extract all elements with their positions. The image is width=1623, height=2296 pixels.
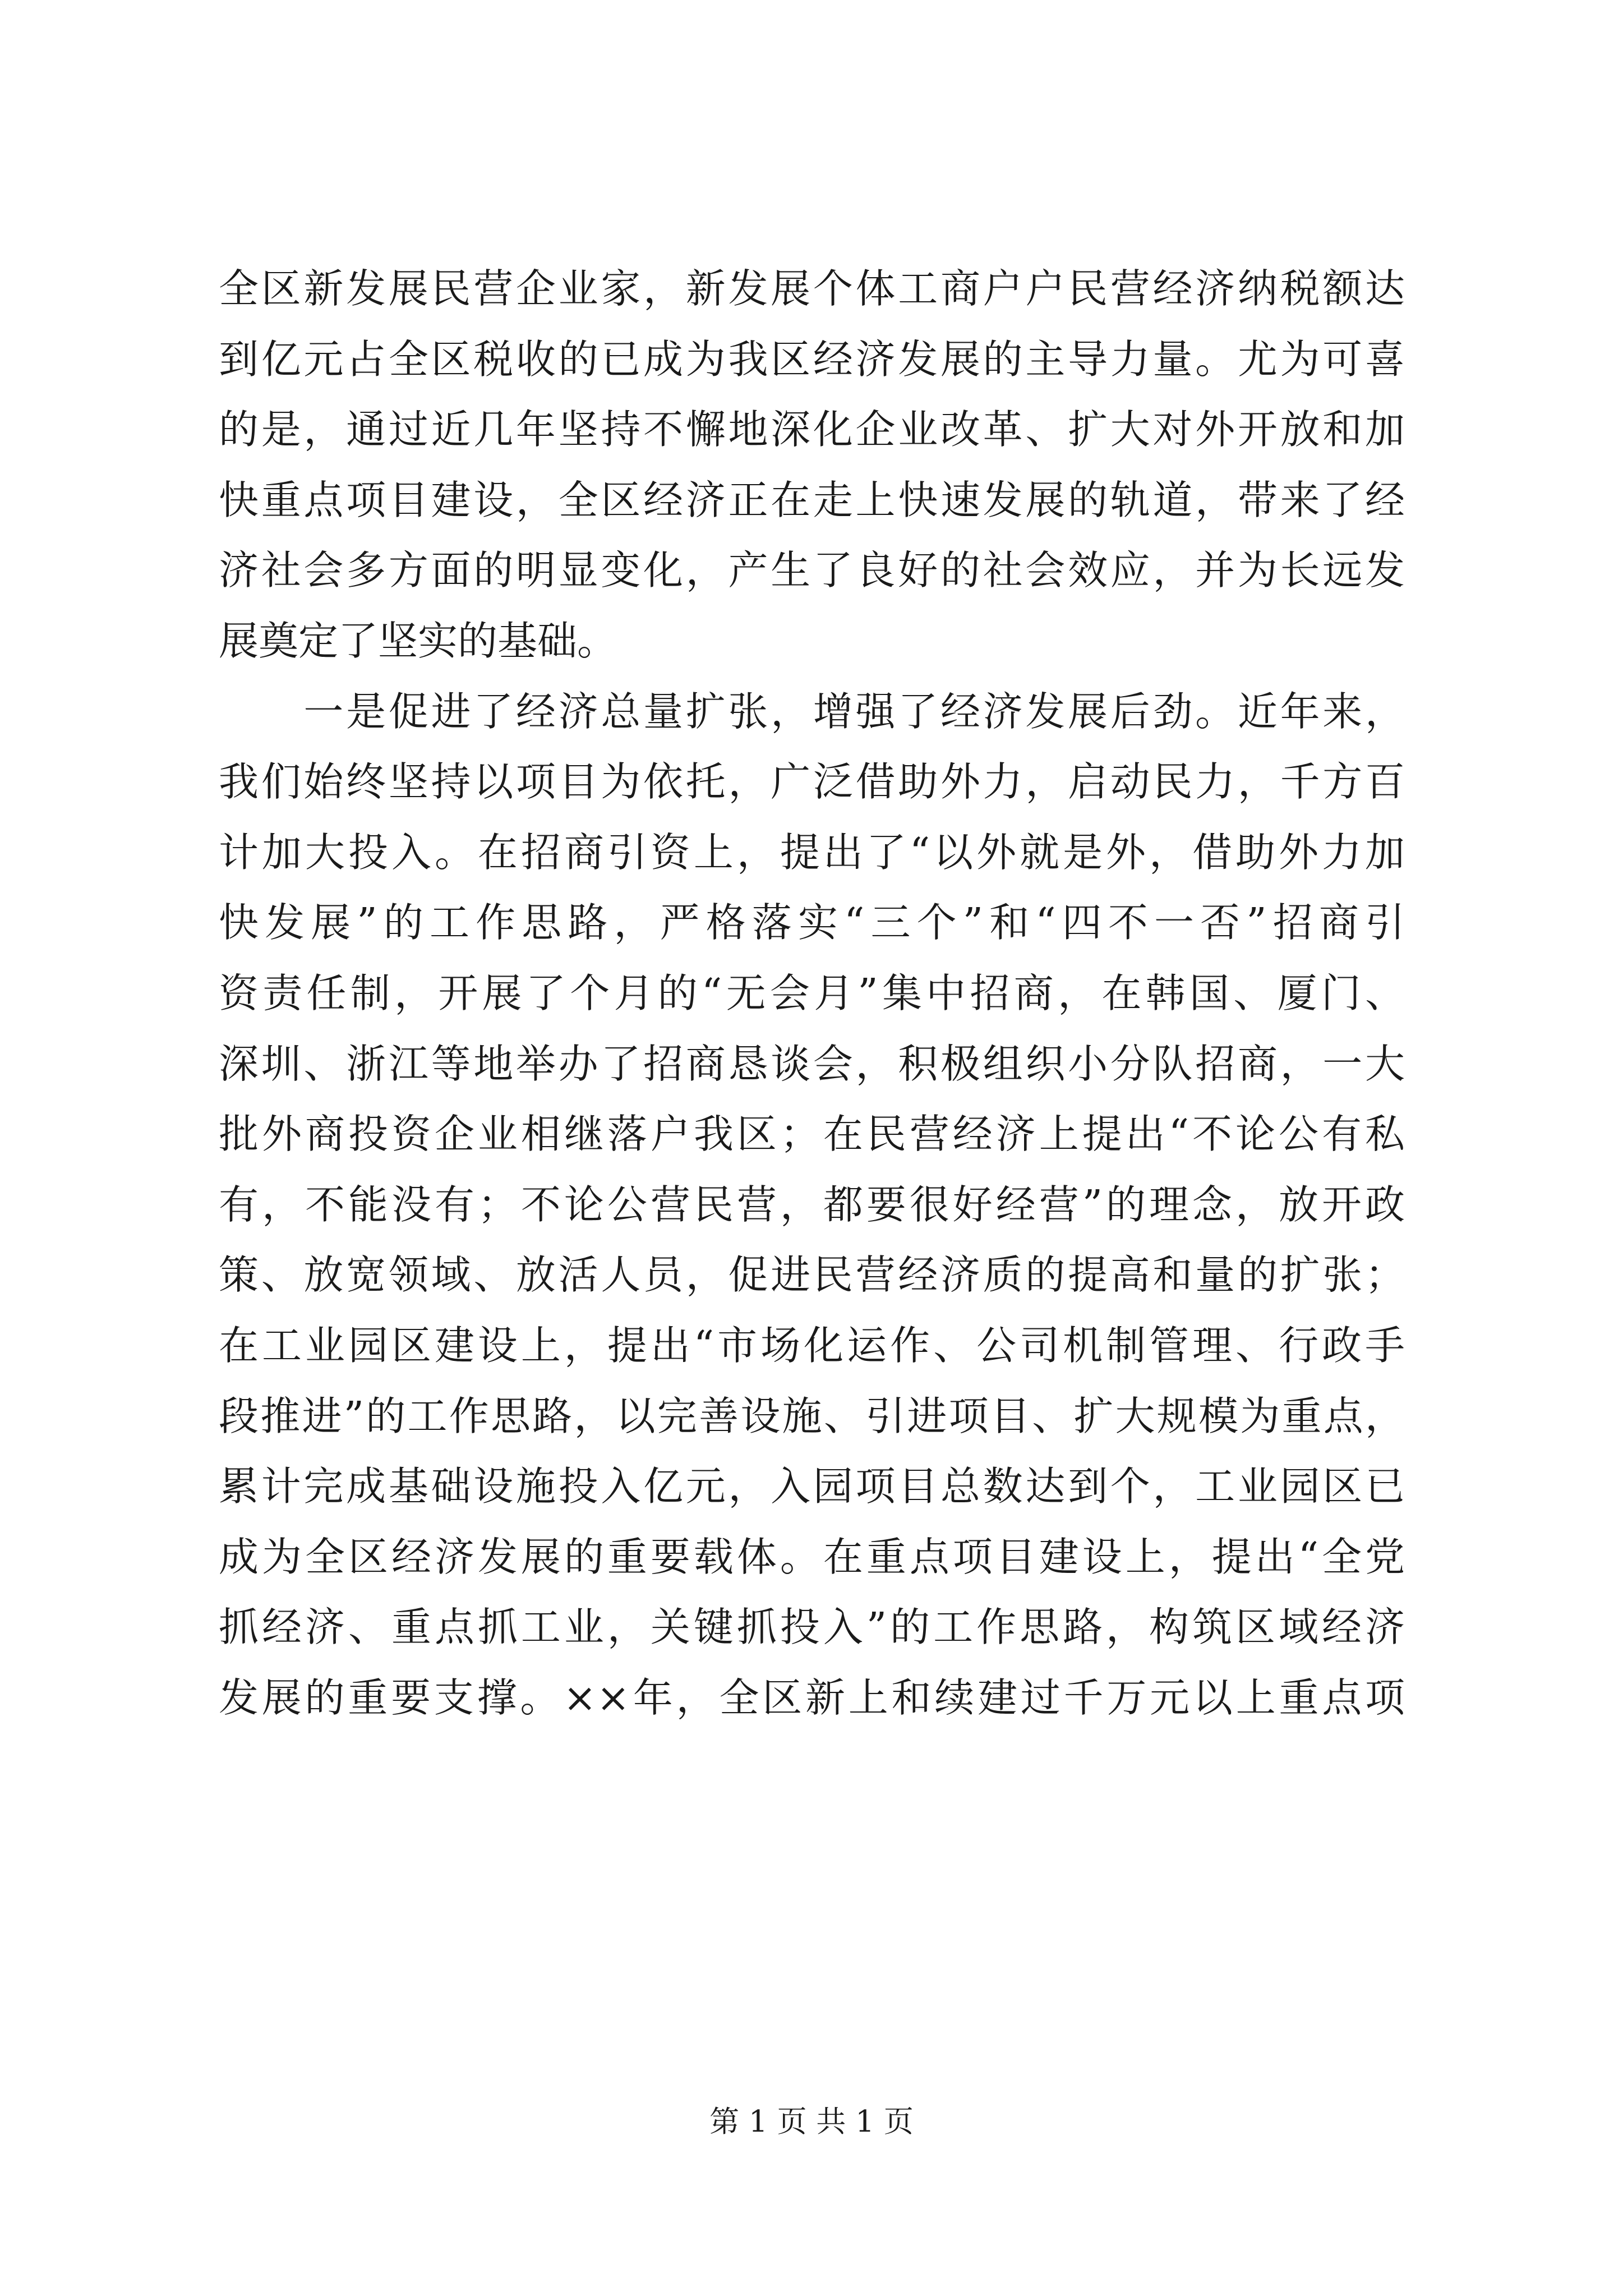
text-line: 批外商投资企业相继落户我区；在民营经济上提出“不论公有私	[219, 1111, 1405, 1158]
text-line: 段推进”的工作思路，以完善设施、引进项目、扩大规模为重点，	[219, 1392, 1405, 1439]
text-line: 快发展”的工作思路，严格落实“三个”和“四不一否”招商引	[219, 899, 1405, 946]
text-line: 成为全区经济发展的重要载体。在重点项目建设上，提出“全党	[219, 1533, 1405, 1580]
document-body	[219, 254, 1405, 1733]
text-line: 累计完成基础设施投入亿元，入园项目总数达到个，工业园区已	[219, 1463, 1405, 1510]
text-line: 深圳、浙江等地举办了招商恳谈会，积极组织小分队招商，一大	[219, 1040, 1405, 1087]
text-line: 计加大投入。在招商引资上，提出了“以外就是外，借助外力加	[219, 829, 1405, 876]
text-line: 发展的重要支撑。××年，全区新上和续建过千万元以上重点项	[219, 1674, 1405, 1721]
text-line: 全区新发展民营企业家，新发展个体工商户户民营经济纳税额达	[219, 265, 1405, 312]
text-line: 济社会多方面的明显变化，产生了良好的社会效应，并为长远发	[219, 547, 1405, 594]
text-line: 在工业园区建设上，提出“市场化运作、公司机制管理、行政手	[219, 1322, 1405, 1369]
paragraph-1	[219, 254, 1405, 677]
page-number: 第 1 页 共 1 页	[709, 2105, 914, 2139]
text-line: 资责任制，开展了个月的“无会月”集中招商，在韩国、厦门、	[219, 969, 1405, 1016]
text-line: 策、放宽领域、放活人员，促进民营经济质的提高和量的扩张；	[219, 1251, 1405, 1299]
paragraph-2	[219, 677, 1405, 1733]
text-line: 的是，通过近几年坚持不懈地深化企业改革、扩大对外开放和加	[219, 406, 1405, 453]
text-line: 我们始终坚持以项目为依托，广泛借助外力，启动民力，千方百	[219, 758, 1405, 806]
text-line: 有，不能没有；不论公营民营，都要很好经营”的理念，放开政	[219, 1181, 1405, 1228]
page-footer	[0, 2102, 1623, 2142]
text-line: 展奠定了坚实的基础。	[219, 617, 617, 664]
text-line: 一是促进了经济总量扩张，增强了经济发展后劲。近年来，	[219, 688, 1405, 735]
text-line: 快重点项目建设，全区经济正在走上快速发展的轨道，带来了经	[219, 476, 1405, 523]
text-line: 到亿元占全区税收的已成为我区经济发展的主导力量。尤为可喜	[219, 335, 1405, 383]
text-line: 抓经济、重点抓工业，关键抓投入”的工作思路，构筑区域经济	[219, 1604, 1405, 1651]
